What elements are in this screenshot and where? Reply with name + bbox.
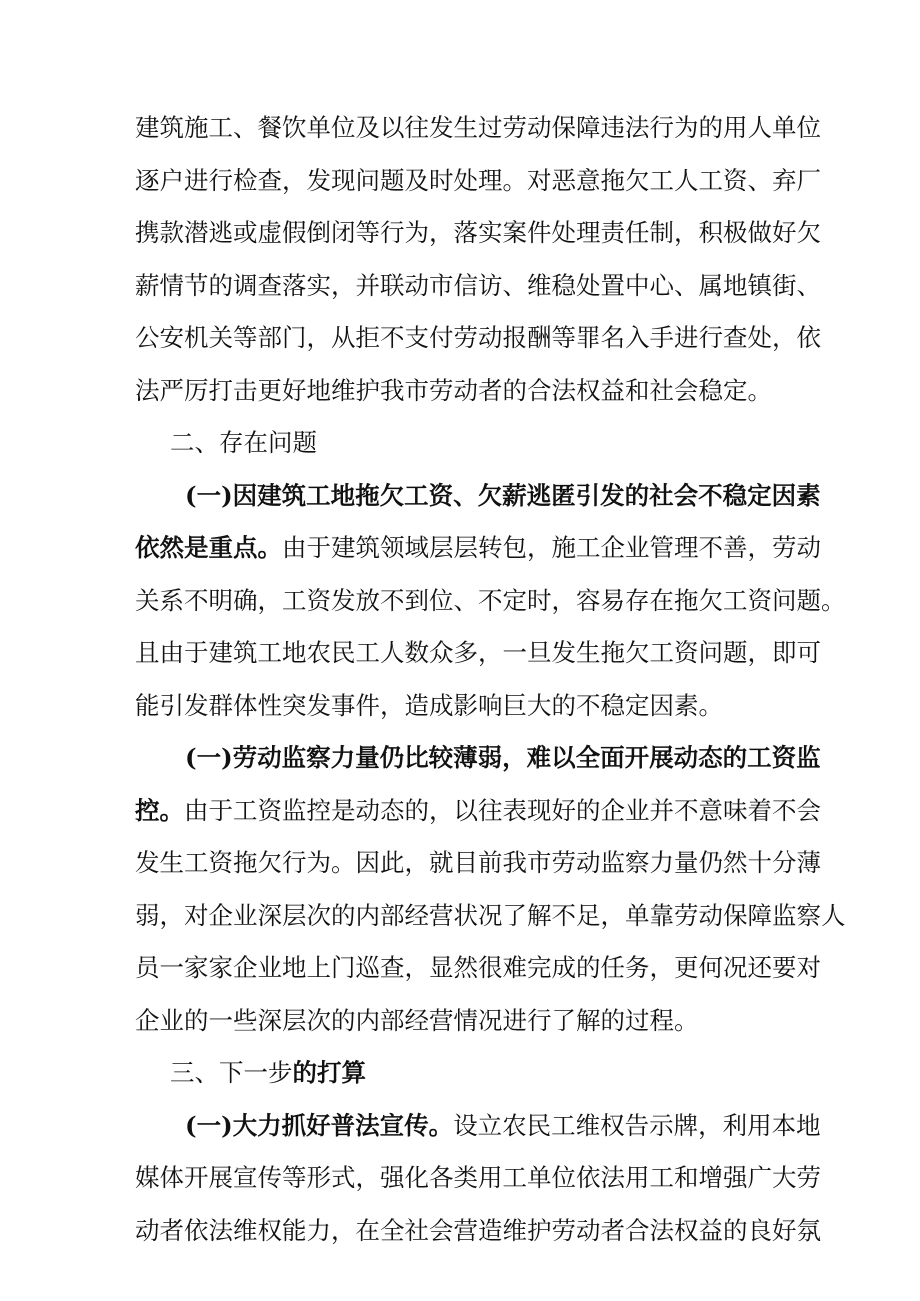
paragraph-line (135, 524, 821, 572)
paragraph-line: 发生工资拖欠行为。因此，就目前我市劳动监察力量仍然十分薄 (135, 848, 821, 877)
paragraph-line: 逐户进行检查，发现问题及时处理。对恶意拖欠工人工资、弃厂 (135, 166, 821, 195)
heading-text: 三、下一步 (170, 1058, 293, 1087)
paragraph-line: 员一家家企业地上门巡查，显然很难完成的任务，更何况还要对 (135, 953, 821, 982)
paragraph-line: 携款潜逃或虚假倒闭等行为，落实案件处理责任制，积极做好欠 (135, 218, 821, 247)
heading-text-bold: 的打算 (292, 1058, 366, 1087)
paragraph-line (185, 1102, 821, 1150)
section-heading-3 (170, 1049, 570, 1097)
paragraph-text: 由于建筑领域层层转包，施工企业管理不善，劳动 (282, 533, 821, 562)
paragraph-text: 设立农民工维权告示牌，利用本地 (453, 1111, 821, 1140)
paragraph-line: 法严厉打击更好地维护我市劳动者的合法权益和社会稳定。 (135, 376, 772, 405)
paragraph-line: 公安机关等部门，从拒不支付劳动报酬等罪名入手进行查处，依 (135, 323, 821, 352)
paragraph-line: 弱，对企业深层次的内部经营状况了解不足，单靠劳动保障监察人 (135, 901, 846, 930)
paragraph-line: 企业的一些深层次的内部经营情况进行了解的过程。 (135, 1006, 699, 1035)
paragraph-line: 能引发群体性突发事件，造成影响巨大的不稳定因素。 (135, 691, 723, 720)
paragraph-line: 且由于建筑工地农民工人数众多，一旦发生拖欠工资问题，即可 (135, 638, 821, 667)
paragraph-line: 薪情节的调查落实，并联动市信访、维稳处置中心、属地镇街、 (135, 271, 821, 300)
paragraph-lead-bold: 控。 (135, 796, 184, 825)
paragraph-line: 媒体开展宣传等形式，强化各类用工单位依法用工和增强广大劳 (135, 1163, 821, 1192)
paragraph-line: 动者依法维权能力，在全社会营造维护劳动者合法权益的良好氛 (135, 1216, 821, 1245)
paragraph-lead-bold: (一)大力抓好普法宣传。 (185, 1111, 454, 1140)
paragraph-lead-bold: 依然是重点。 (135, 533, 282, 562)
paragraph-lead-bold: (一)劳动监察力量仍比较薄弱，难以全面开展动态的工资监 (185, 743, 821, 772)
paragraph-line: 关系不明确，工资发放不到位、不定时，容易存在拖欠工资问题。 (135, 586, 846, 615)
paragraph-line: 建筑施工、餐饮单位及以往发生过劳动保障违法行为的用人单位 (135, 113, 821, 142)
paragraph-lead-bold: (一)因建筑工地拖欠工资、欠薪逃匿引发的社会不稳定因素 (185, 481, 821, 510)
paragraph-text: 由于工资监控是动态的，以往表现好的企业并不意味着不会 (184, 796, 821, 825)
section-heading-2: 二、存在问题 (170, 428, 317, 457)
paragraph-line (135, 787, 821, 835)
